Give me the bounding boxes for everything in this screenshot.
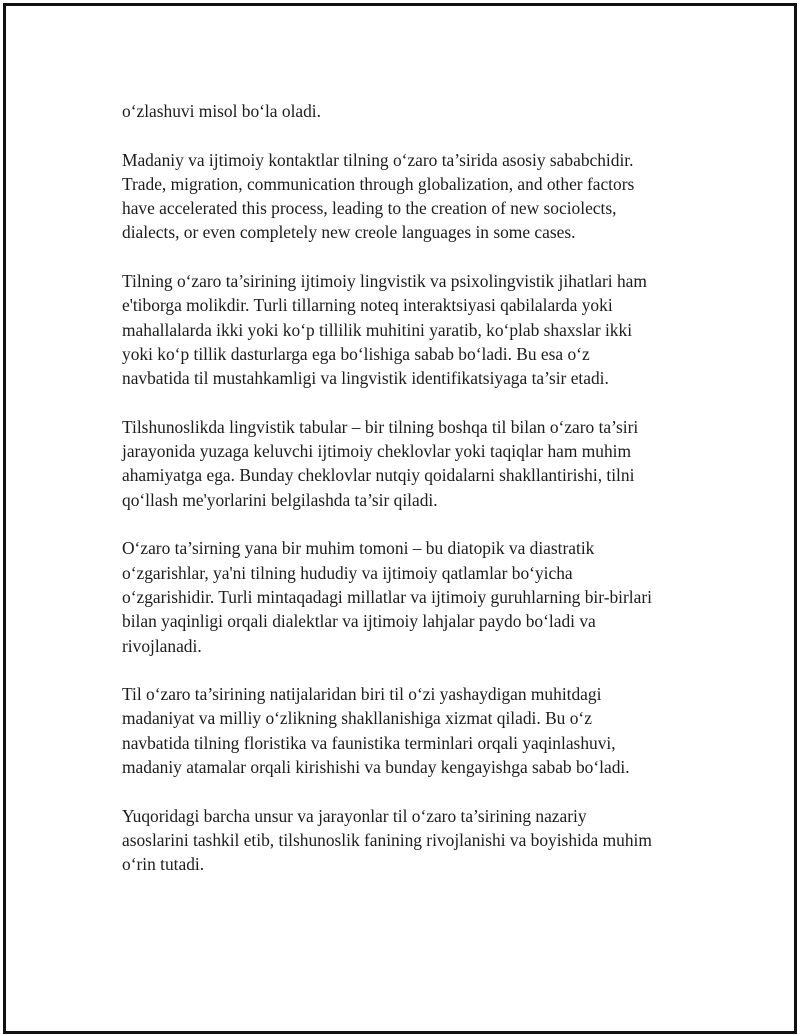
text-line: madaniy atamalar orqali kirishishi va bunday kengayishga sabab bo‘ladi.	[122, 757, 630, 778]
text-line: Madaniy va ijtimoiy kontaktlar tilning o‘zaro ta’sirida asosiy sababchidir.	[122, 149, 634, 170]
page-frame	[3, 3, 797, 1034]
text-line: ahamiyatga ega. Bunday cheklovlar nutqiy qoidalarni shakllantirishi, tilni	[122, 465, 635, 486]
paragraph	[122, 99, 702, 123]
text-line: Til o‘zaro ta’sirining natijalaridan biri til o‘zi yashaydigan muhitdagi	[122, 684, 602, 705]
text-line: navbatida tilning floristika va faunistika terminlari orqali yaqinlashuvi,	[122, 732, 616, 753]
text-line: o‘rin tutadi.	[122, 854, 205, 875]
text-line: o‘zlashuvi misol bo‘la oladi.	[122, 101, 321, 121]
text-line: bilan yaqinligi orqali dialektlar va ijtimoiy lahjalar paydo bo‘ladi va	[122, 611, 596, 632]
text-line: jarayonida yuzaga keluvchi ijtimoiy cheklovlar yoki taqiqlar ham muhim	[122, 441, 632, 462]
paragraph	[122, 804, 702, 877]
text-line: asoslarini tashkil etib, tilshunoslik fanining rivojlanishi va boyishida muhim	[122, 829, 652, 850]
text-line: navbatida til mustahkamligi va lingvistik identifikatsiyaga ta’sir etadi.	[122, 368, 609, 389]
text-line: rivojlanadi.	[122, 635, 202, 656]
text-line: have accelerated this process, leading to the creation of new sociolects,	[122, 198, 617, 219]
paragraph	[122, 269, 702, 390]
text-line: e'tiborga molikdir. Turli tillarning noteq interaktsiyasi qabilalarda yoki	[122, 295, 613, 316]
text-line: dialects, or even completely new creole languages in some cases.	[122, 222, 576, 243]
paragraph	[122, 415, 702, 512]
text-line: mahallalarda ikki yoki ko‘p tillilik muhitini yaratib, ko‘plab shaxslar ikki	[122, 319, 633, 340]
paragraph	[122, 536, 702, 657]
text-line: madaniyat va milliy o‘zlikning shakllanishiga xizmat qiladi. Bu o‘z	[122, 708, 592, 729]
page-body-text	[122, 99, 702, 901]
text-line: Tilshunoslikda lingvistik tabular – bir tilning boshqa til bilan o‘zaro ta’siri	[122, 416, 639, 437]
text-line: qo‘llash me'yorlarini belgilashda ta’sir qiladi.	[122, 489, 438, 510]
paragraph	[122, 682, 702, 779]
text-line: O‘zaro ta’sirning yana bir muhim tomoni – bu diatopik va diastratik	[122, 538, 595, 559]
text-line: Yuqoridagi barcha unsur va jarayonlar til o‘zaro ta’sirining nazariy	[122, 805, 587, 826]
text-line: Trade, migration, communication through globalization, and other factors	[122, 173, 635, 194]
text-line: Tilning o‘zaro ta’sirining ijtimoiy lingvistik va psixolingvistik jihatlari ham	[122, 271, 647, 292]
paragraph	[122, 148, 702, 245]
text-line: o‘zgarishlar, ya'ni tilning hududiy va ijtimoiy qatlamlar bo‘yicha	[122, 562, 573, 583]
text-line: yoki ko‘p tillik dasturlarga ega bo‘lishiga sabab bo‘ladi. Bu esa o‘z	[122, 343, 590, 364]
text-line: o‘zgarishidir. Turli mintaqadagi millatlar va ijtimoiy guruhlarning bir-birlari	[122, 586, 652, 607]
